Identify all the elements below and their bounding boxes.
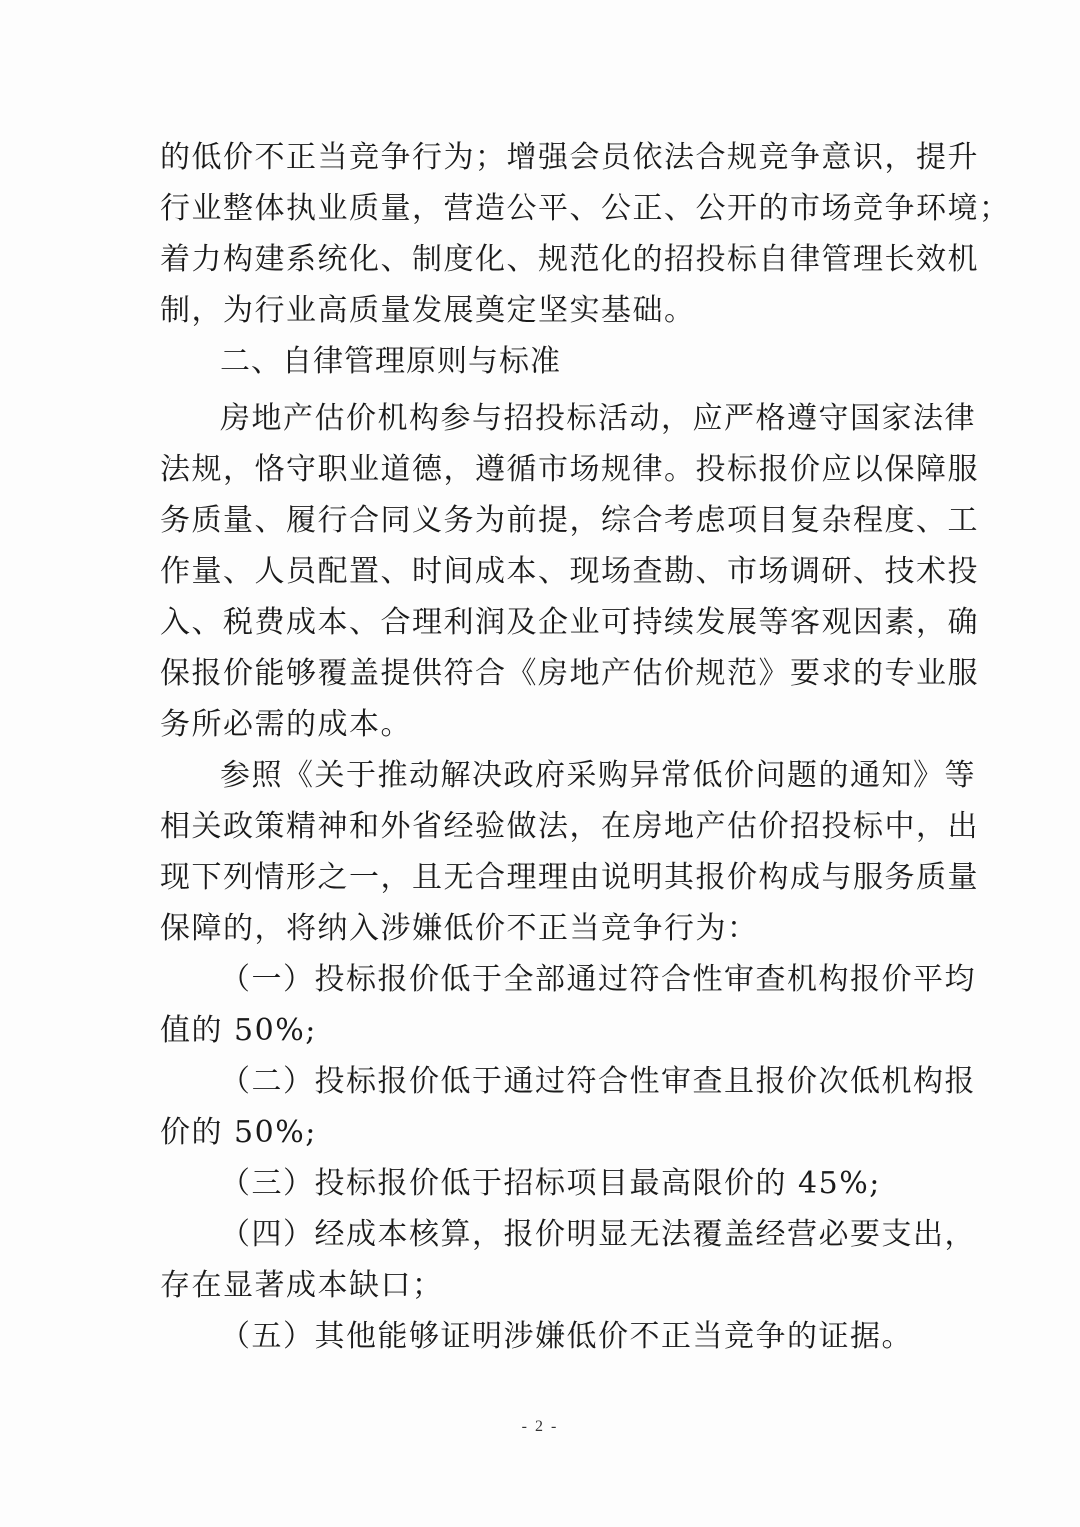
text-line: 价的 50%; <box>160 1115 317 1150</box>
text-line: 入、税费成本、合理利润及企业可持续发展等客观因素，确 <box>160 605 979 640</box>
text-line: 着力构建系统化、制度化、规范化的招投标自律管理长效机 <box>160 242 979 277</box>
page-number: - 2 - <box>521 1418 559 1435</box>
text-line: （三）投标报价低于招标项目最高限价的 45%; <box>220 1166 881 1201</box>
section-heading-text: 二、自律管理原则与标准 <box>220 344 561 379</box>
list-item-2 <box>160 1056 976 1158</box>
document-body <box>160 132 1011 1362</box>
text-line: 务质量、履行合同义务为前提，综合考虑项目复杂程度、工 <box>160 503 979 538</box>
text-line: 保障的，将纳入涉嫌低价不正当竞争行为： <box>160 911 759 946</box>
list-item-1 <box>160 954 976 1056</box>
paragraph-reference <box>160 750 979 954</box>
text-line: 作量、人员配置、时间成本、现场查勘、市场调研、技术投 <box>160 554 979 589</box>
list-item-5 <box>160 1311 920 1362</box>
text-line: 相关政策精神和外省经验做法，在房地产估价招投标中，出 <box>160 809 979 844</box>
text-line: 的低价不正当竞争行为；增强会员依法合规竞争意识，提升 <box>160 140 979 175</box>
text-line: （一）投标报价低于全部通过符合性审查机构报价平均 <box>220 962 976 997</box>
text-line: 务所必需的成本。 <box>160 707 412 742</box>
section-heading <box>160 336 920 387</box>
text-line: （四）经成本核算，报价明显无法覆盖经营必要支出， <box>220 1217 976 1252</box>
text-line: 行业整体执业质量，营造公平、公正、公开的市场竞争环境； <box>160 191 1011 226</box>
paragraph-principles <box>160 393 979 750</box>
text-line: 法规，恪守职业道德，遵循市场规律。投标报价应以保障服 <box>160 452 979 487</box>
paragraph-intro-continuation <box>160 132 1011 336</box>
text-line: 制，为行业高质量发展奠定坚实基础。 <box>160 293 696 328</box>
text-line: （五）其他能够证明涉嫌低价不正当竞争的证据。 <box>220 1319 913 1354</box>
text-line: （二）投标报价低于通过符合性审查且报价次低机构报 <box>220 1064 976 1099</box>
list-item-3 <box>160 1158 920 1209</box>
text-line: 现下列情形之一，且无合理理由说明其报价构成与服务质量 <box>160 860 979 895</box>
list-item-4 <box>160 1209 976 1311</box>
text-line: 房地产估价机构参与招投标活动，应严格遵守国家法律 <box>220 401 976 436</box>
text-line: 值的 50%; <box>160 1013 317 1048</box>
text-line: 参照《关于推动解决政府采购异常低价问题的通知》等 <box>220 758 976 793</box>
text-line: 存在显著成本缺口； <box>160 1268 444 1303</box>
text-line: 保报价能够覆盖提供符合《房地产估价规范》要求的专业服 <box>160 656 979 691</box>
